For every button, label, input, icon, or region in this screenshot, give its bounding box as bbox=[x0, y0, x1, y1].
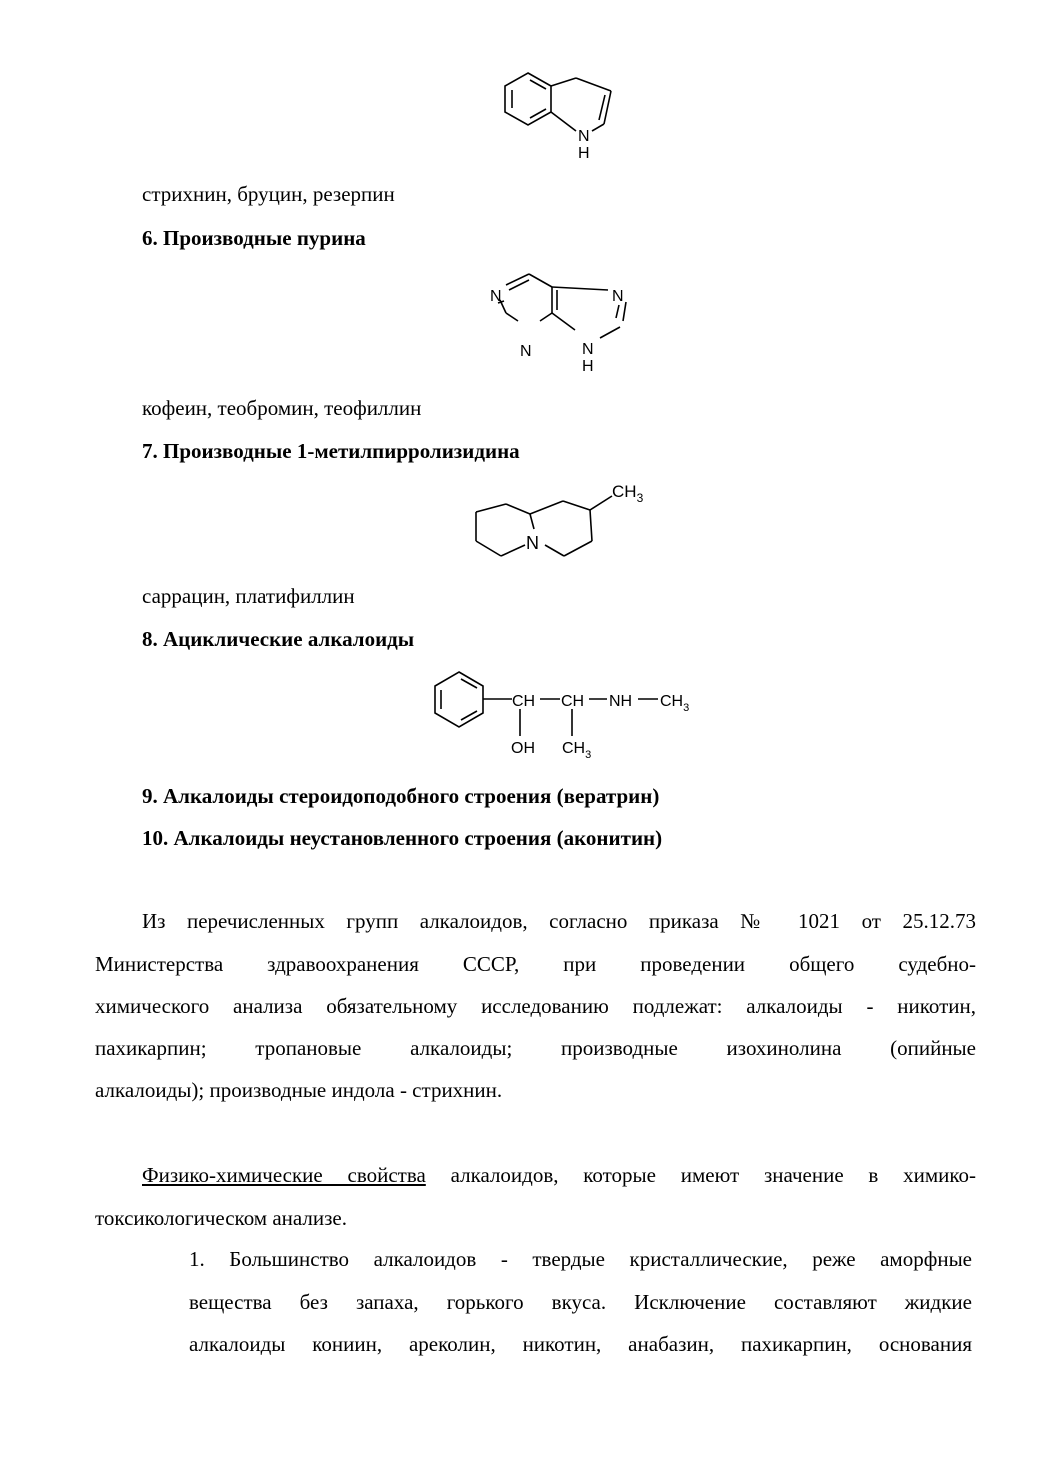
paragraph1-line3: химического анализа обязательному исследованию подлежат: алкалоиды - никотин, bbox=[95, 994, 976, 1018]
list-item1-line2: вещества без запаха, горького вкуса. Исключение составляют жидкие bbox=[189, 1290, 972, 1314]
purine-n9: N bbox=[582, 341, 594, 358]
paragraph1-line4: пахикарпин; тропановые алкалоиды; производные изохинолина (опийные bbox=[95, 1036, 976, 1060]
steroid-heading: 9. Алкалоиды стероидоподобного строения (вератрин) bbox=[142, 784, 660, 808]
purine-n3: N bbox=[520, 343, 532, 360]
purine-n7: N bbox=[612, 288, 624, 305]
acyclic-heading: 8. Ациклические алкалоиды bbox=[142, 627, 415, 651]
indole-n-atom: N bbox=[578, 128, 590, 145]
paragraph2-line1 bbox=[142, 1162, 976, 1188]
list-item1-line3: алкалоиды кониин, ареколин, никотин, анабазин, пахикарпин, основания bbox=[189, 1332, 972, 1356]
unknown-heading: 10. Алкалоиды неустановленного строения (аконитин) bbox=[142, 826, 663, 850]
purine-heading: 6. Производные пурина bbox=[142, 226, 366, 250]
ephedrine-oh: OH bbox=[511, 740, 535, 757]
pyrrolizidine-examples: саррацин, платифиллин bbox=[142, 584, 355, 608]
paragraph2-line2: токсикологическом анализе. bbox=[95, 1206, 347, 1230]
paragraph2-line1-rest: алкалоидов, которые имеют значение в химико- bbox=[425, 1163, 976, 1187]
properties-term: Физико-химические свойства bbox=[142, 1163, 426, 1187]
paragraph1-line2: Министерства здравоохранения СССР, при проведении общего судебно- bbox=[95, 952, 976, 976]
ephedrine-nh: NH bbox=[609, 693, 633, 710]
indole-h-atom: H bbox=[578, 145, 590, 162]
ephedrine-ch3-down: $CH_3$ bbox=[562, 740, 592, 761]
pyrrolizidine-heading: 7. Производные 1-метилпирролизидина bbox=[142, 439, 520, 463]
purine-examples: кофеин, теобромин, теофиллин bbox=[142, 396, 422, 420]
list-item1-line1: 1. Большинство алкалоидов - твердые кристаллические, реже аморфные bbox=[189, 1247, 972, 1271]
purine-n1: N bbox=[490, 288, 502, 305]
pyrrolizidine-methyl: $CH_3$ bbox=[612, 482, 644, 505]
ephedrine-ch3-end: $CH_3$ bbox=[660, 693, 690, 714]
ephedrine-ch2: CH bbox=[561, 693, 585, 710]
indole-examples: стрихнин, бруцин, резерпин bbox=[142, 182, 395, 206]
pyrrolizidine-n: N bbox=[526, 533, 539, 553]
purine-h9: H bbox=[582, 358, 594, 375]
ephedrine-ch1: CH bbox=[512, 693, 536, 710]
paragraph1-line5: алкалоиды); производные индола - стрихнин. bbox=[95, 1078, 503, 1102]
ephedrine-benzene-ring bbox=[435, 672, 483, 727]
paragraph1-line1: Из перечисленных групп алкалоидов, согласно приказа № 1021 от 25.12.73 bbox=[142, 909, 976, 933]
